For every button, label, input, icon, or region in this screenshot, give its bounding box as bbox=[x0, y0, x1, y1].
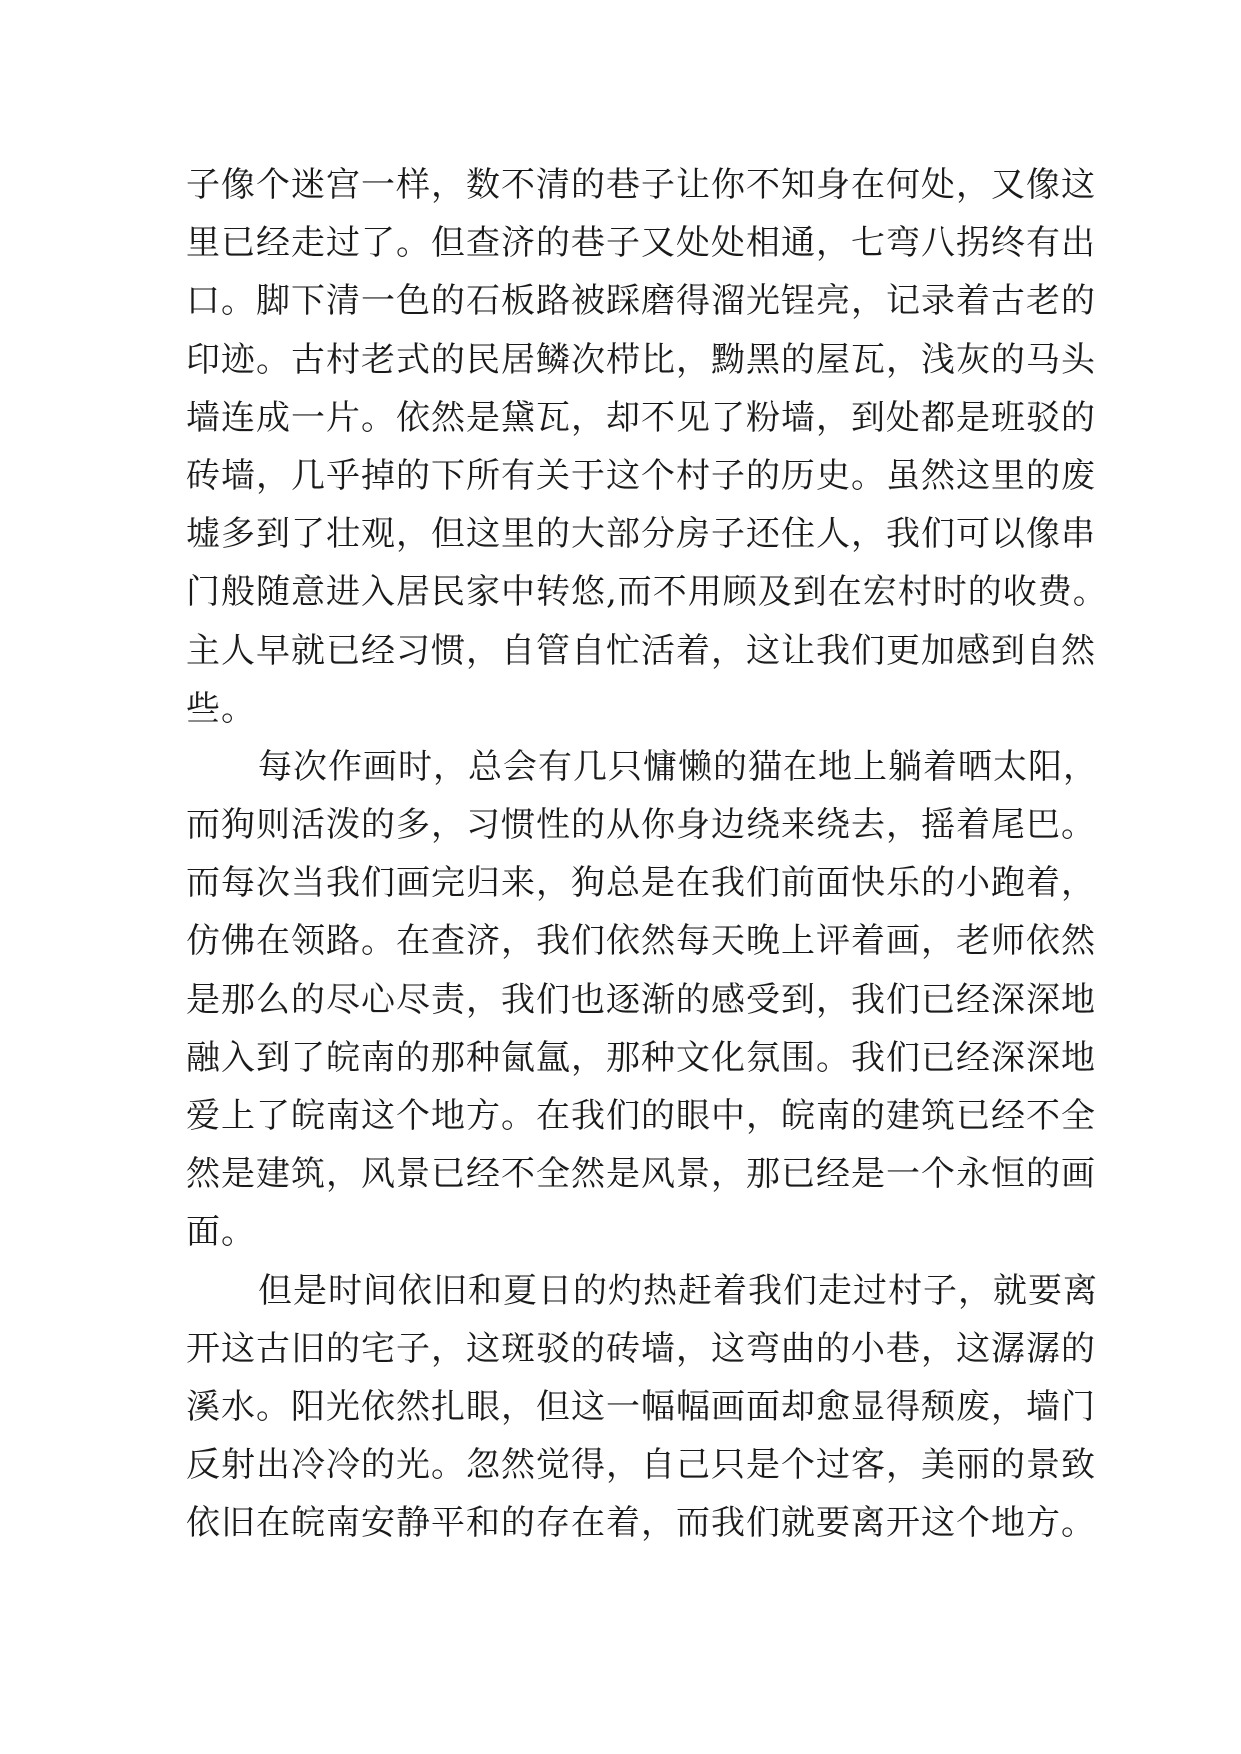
paragraph-2-line-1: 每次作画时，总会有几只慵懒的猫在地上躺着晒太阳， bbox=[258, 746, 1098, 787]
paragraph-2-line-4: 仿佛在领路。在查济，我们依然每天晚上评着画，老师依然 bbox=[186, 921, 1096, 962]
paragraph-1-line-9: 主人早就已经习惯，自管自忙活着，这让我们更加感到自然 bbox=[186, 630, 1096, 671]
paragraph-2-line-9: 面。 bbox=[186, 1212, 256, 1253]
paragraph-1-line-1: 子像个迷宫一样，数不清的巷子让你不知身在何处，又像这 bbox=[186, 165, 1096, 205]
paragraph-1-line-6: 砖墙，几乎掉的下所有关于这个村子的历史。虽然这里的废 bbox=[186, 455, 1096, 496]
paragraph-3-line-2: 开这古旧的宅子，这斑驳的砖墙，这弯曲的小巷，这潺潺的 bbox=[186, 1328, 1096, 1369]
paragraph-2-line-6: 融入到了皖南的那种氤氲，那种文化氛围。我们已经深深地 bbox=[186, 1037, 1096, 1078]
paragraph-1-line-2: 里已经走过了。但查济的巷子又处处相通，七弯八拐终有出 bbox=[186, 223, 1096, 264]
paragraph-3-line-4: 反射出冷冷的光。忽然觉得，自己只是个过客，美丽的景致 bbox=[186, 1445, 1096, 1486]
paragraph-3-line-5: 依旧在皖南安静平和的存在着，而我们就要离开这个地方。 bbox=[186, 1503, 1096, 1544]
paragraph-1-line-7: 墟多到了壮观，但这里的大部分房子还住人，我们可以像串 bbox=[186, 514, 1096, 555]
paragraph-1-line-10: 些。 bbox=[186, 688, 256, 729]
paragraph-3-line-3: 溪水。阳光依然扎眼，但这一幅幅画面却愈显得颓废，墙门 bbox=[186, 1386, 1096, 1427]
paragraph-1-line-5: 墙连成一片。依然是黛瓦，却不见了粉墙，到处都是班驳的 bbox=[186, 397, 1096, 438]
paragraph-1-line-3: 口。脚下清一色的石板路被踩磨得溜光锃亮，记录着古老的 bbox=[186, 281, 1096, 322]
document-body bbox=[186, 156, 1108, 1553]
paragraph-2-line-2: 而狗则活泼的多，习惯性的从你身边绕来绕去，摇着尾巴。 bbox=[186, 805, 1096, 846]
paragraph-3-line-1: 但是时间依旧和夏日的灼热赶着我们走过村子，就要离 bbox=[258, 1270, 1098, 1311]
paragraph-2-line-7: 爱上了皖南这个地方。在我们的眼中，皖南的建筑已经不全 bbox=[186, 1096, 1096, 1136]
paragraph-2-line-8: 然是建筑，风景已经不全然是风景，那已经是一个永恒的画 bbox=[186, 1154, 1096, 1195]
paragraph-1-line-4: 印迹。古村老式的民居鳞次栉比，黝黑的屋瓦，浅灰的马头 bbox=[186, 339, 1096, 380]
paragraph-2-line-5: 是那么的尽心尽责，我们也逐渐的感受到，我们已经深深地 bbox=[186, 979, 1096, 1020]
paragraph-1-line-8: 门般随意进入居民家中转悠,而不用顾及到在宏村时的收费。 bbox=[186, 572, 1108, 613]
paragraph-2-line-3: 而每次当我们画完归来，狗总是在我们前面快乐的小跑着， bbox=[186, 863, 1096, 904]
